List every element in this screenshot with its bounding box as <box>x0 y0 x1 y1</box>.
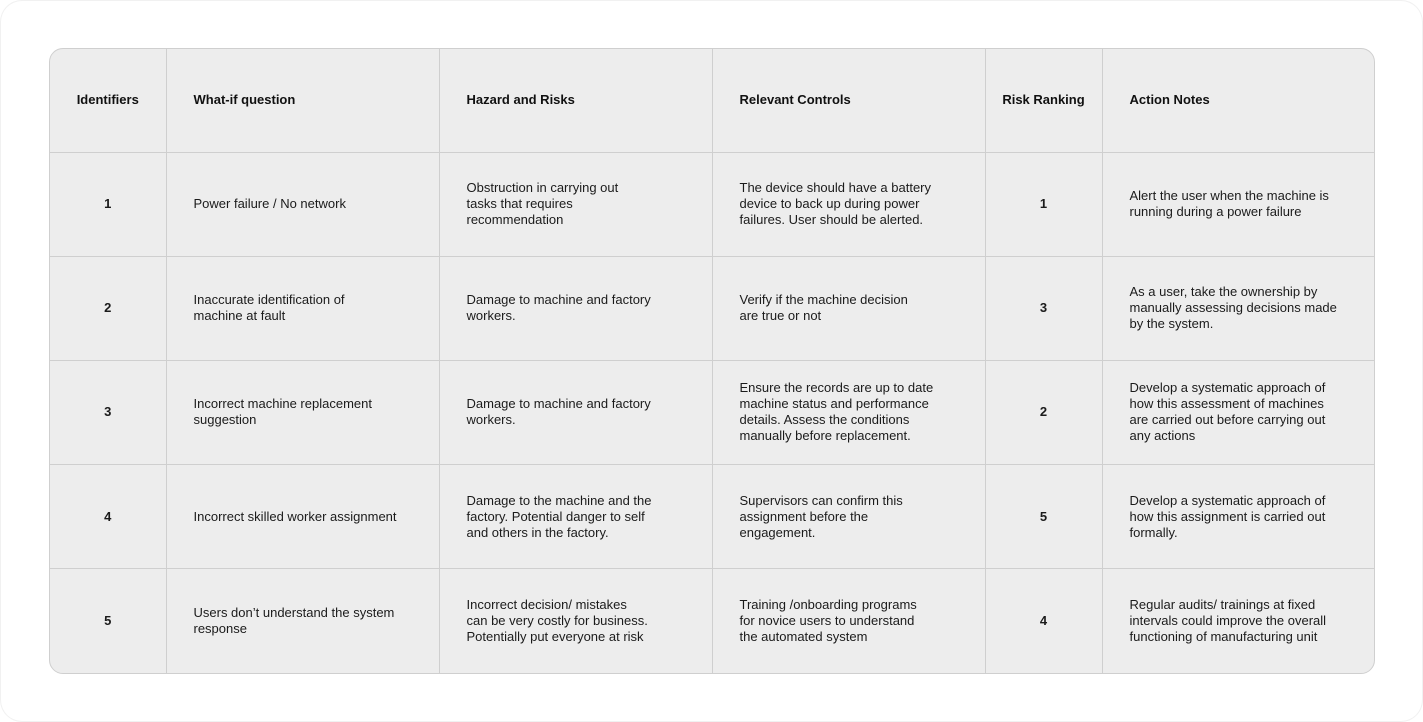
cell-risk-ranking: 5 <box>985 465 1102 569</box>
cell-identifier: 1 <box>50 152 166 256</box>
cell-notes <box>1102 256 1374 360</box>
cell-notes-text: Develop a systematic approach of how this assessment of machines are carried out before carrying out any actions <box>1129 380 1326 444</box>
cell-risk-ranking: 3 <box>985 256 1102 360</box>
header-identifiers: Identifiers <box>50 49 166 152</box>
cell-notes-text: As a user, take the ownership by manually assessing decisions made by the system. <box>1129 284 1337 332</box>
cell-controls-text: Training /onboarding programs for novice users to understand the automated system <box>739 597 917 645</box>
cell-notes <box>1102 152 1374 256</box>
cell-identifier: 5 <box>50 569 166 673</box>
cell-notes-text: Develop a systematic approach of how this assignment is carried out formally. <box>1129 492 1326 540</box>
cell-notes-text: Regular audits/ trainings at fixed intervals could improve the overall functioning of manufacturing unit <box>1129 597 1327 645</box>
cell-question-text: Users don’t understand the system response <box>193 605 395 637</box>
cell-hazard-text: Obstruction in carrying out tasks that requires recommendation <box>466 180 619 228</box>
cell-controls-text: Supervisors can confirm this assignment before the engagement. <box>739 492 903 540</box>
cell-hazard <box>439 569 712 673</box>
cell-risk-ranking: 2 <box>985 360 1102 464</box>
cell-notes <box>1102 569 1374 673</box>
table-row <box>50 465 1374 569</box>
cell-hazard-text: Damage to machine and factory workers. <box>466 396 651 428</box>
cell-controls <box>712 152 985 256</box>
cell-identifier: 3 <box>50 360 166 464</box>
cell-controls-text: The device should have a battery device to back up during power failures. User should be alerted. <box>739 180 932 228</box>
header-hazard-and-risks: Hazard and Risks <box>439 49 712 152</box>
cell-controls-text: Ensure the records are up to date machine status and performance details. Assess the conditions manually before replacement. <box>739 380 934 444</box>
cell-hazard-text: Damage to machine and factory workers. <box>466 292 651 324</box>
cell-risk-ranking: 4 <box>985 569 1102 673</box>
cell-hazard-text: Damage to the machine and the factory. Potential danger to self and others in the factory. <box>466 492 652 540</box>
cell-question <box>166 465 439 569</box>
cell-hazard <box>439 465 712 569</box>
header-risk-ranking: Risk Ranking <box>985 49 1102 152</box>
cell-identifier: 2 <box>50 256 166 360</box>
table-header-row <box>50 49 1374 152</box>
cell-question <box>166 360 439 464</box>
cell-question <box>166 569 439 673</box>
what-if-analysis-table <box>50 49 1374 673</box>
table-row <box>50 360 1374 464</box>
cell-question <box>166 152 439 256</box>
cell-hazard-text: Incorrect decision/ mistakes can be very costly for business. Potentially put everyone at risk <box>466 597 648 645</box>
cell-notes <box>1102 465 1374 569</box>
cell-question-text: Incorrect machine replacement suggestion <box>193 396 372 428</box>
cell-notes-text: Alert the user when the machine is running during a power failure <box>1129 188 1329 220</box>
cell-hazard <box>439 360 712 464</box>
cell-controls-text: Verify if the machine decision are true or not <box>739 292 908 324</box>
cell-question-text: Inaccurate identification of machine at fault <box>193 292 345 324</box>
cell-hazard <box>439 256 712 360</box>
cell-question-text: Incorrect skilled worker assignment <box>193 508 397 524</box>
cell-notes <box>1102 360 1374 464</box>
cell-risk-ranking: 1 <box>985 152 1102 256</box>
table-row <box>50 256 1374 360</box>
cell-controls <box>712 569 985 673</box>
cell-hazard <box>439 152 712 256</box>
cell-question <box>166 256 439 360</box>
header-relevant-controls: Relevant Controls <box>712 49 985 152</box>
header-action-notes: Action Notes <box>1102 49 1374 152</box>
header-what-if-question: What-if question <box>166 49 439 152</box>
table-row <box>50 569 1374 673</box>
cell-controls <box>712 465 985 569</box>
cell-question-text: Power failure / No network <box>193 196 346 212</box>
cell-controls <box>712 256 985 360</box>
cell-identifier: 4 <box>50 465 166 569</box>
table-row <box>50 152 1374 256</box>
cell-controls <box>712 360 985 464</box>
what-if-analysis-table-card <box>49 48 1375 674</box>
